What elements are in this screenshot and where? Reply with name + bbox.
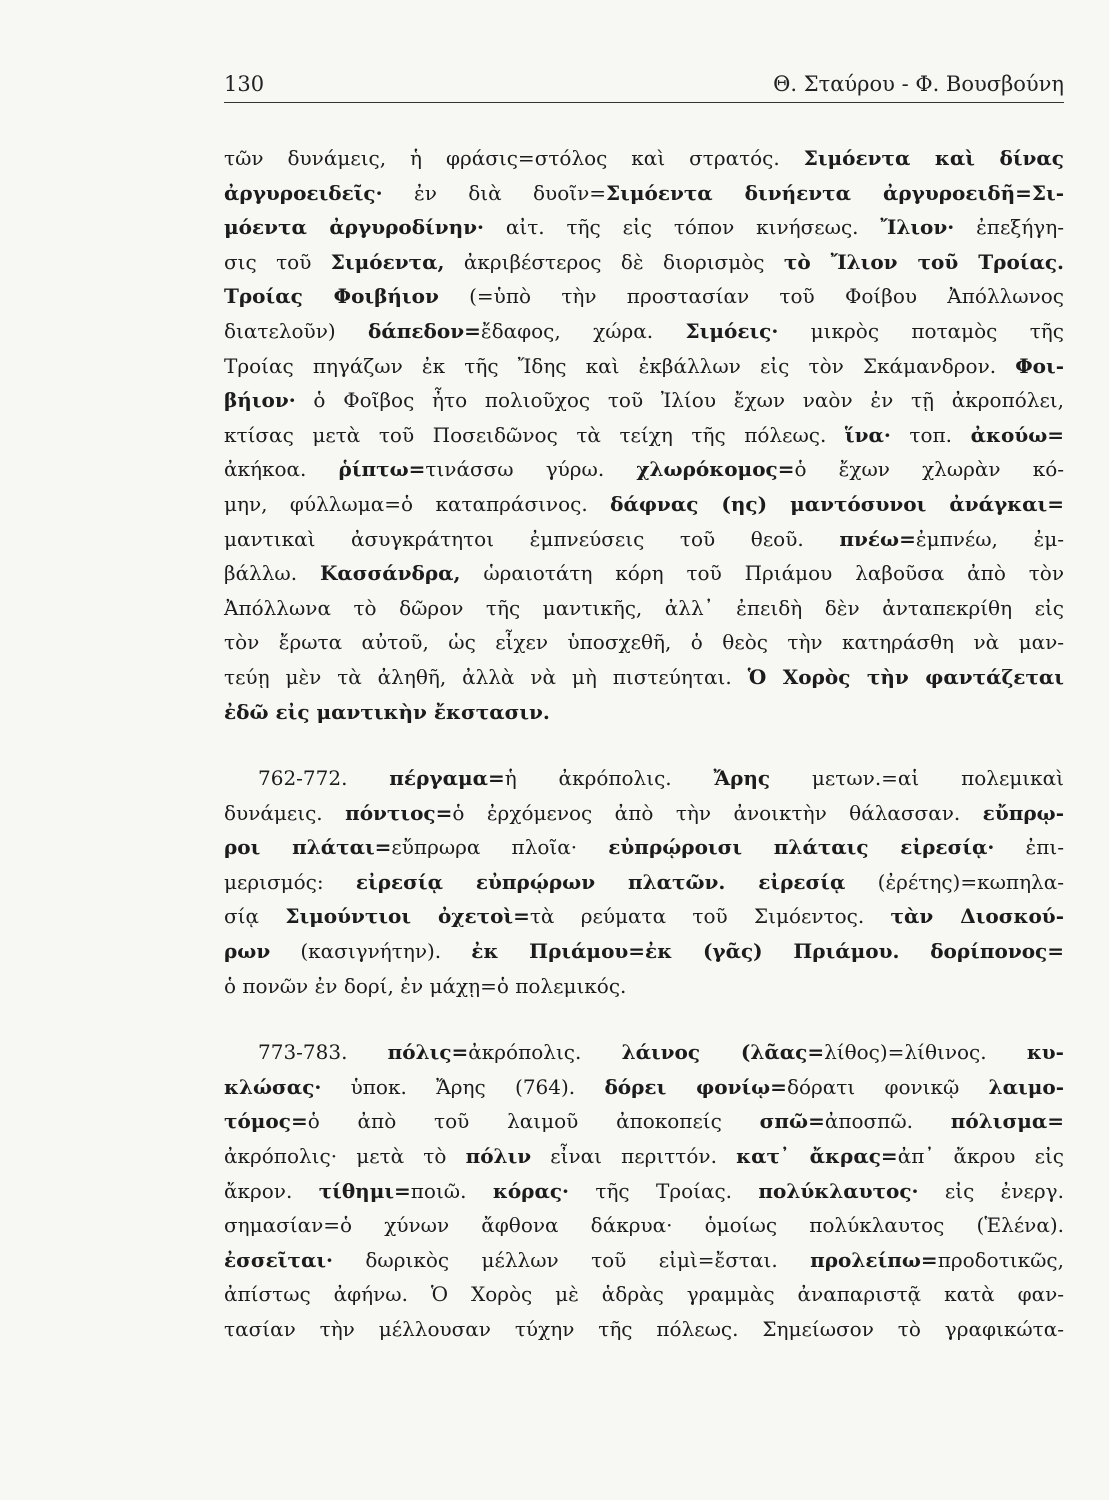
text-run: τὸν ἔρωτα αὐτοῦ, ὡς εἶχεν ὑποσχεθῆ, ὁ θεὸς τὴν κατηράσθη νὰ μαν- [224,630,1064,655]
bold-term: ἀργυροειδεῖς· [224,180,383,205]
text-run: μην, φύλλωμα=ὁ καταπράσινος. [224,491,611,516]
bold-term: μόεντα ἀργυροδίνην· [224,215,485,240]
text-run: ὁ ἀπὸ τοῦ λαιμοῦ ἀποκοπείς [307,1109,760,1134]
bold-term: δόρει φονίῳ= [604,1074,787,1099]
bold-term: Ὁ Χορὸς τὴν φαντάζεται [747,664,1064,689]
text-run: τασίαν τὴν μέλλουσαν τύχην τῆς πόλεως. Σημείωσον τὸ γραφικώτα- [224,1317,1064,1341]
bold-term: Τροίας Φοιβήιον [224,284,439,309]
bold-term: ροι πλάται= [224,835,392,860]
bold-term: πέργαμα= [389,766,505,791]
text-run: εὔπρωρα πλοῖα· [391,835,609,860]
bold-term: πόλιν [465,1144,532,1169]
text-run: αἰτ. τῆς εἰς τόπον κινήσεως. [484,215,881,240]
text-line [224,210,1064,245]
bold-term: Σιμούντιοι ὀχετοὶ= [285,904,530,929]
text-line [224,660,1064,695]
text-run: σημασίαν=ὁ χύνων ἄφθονα δάκρυα· ὁμοίως πολύκλαυτος (Ἑλένα). [224,1213,1064,1238]
text-run: 762-772. [258,766,390,791]
bold-term: λαιμο- [988,1074,1064,1099]
bold-term: τὸ Ἴλιον τοῦ Τροίας. [783,249,1064,274]
text-body [224,141,1064,1347]
running-title: Θ. Σταύρου - Φ. Βουσβούνη [773,72,1064,96]
text-run: ἀπ᾽ ἄκρου εἰς [897,1144,1065,1169]
text-run: ὑποκ. Ἄρης (764). [321,1074,605,1099]
text-run: Τροίας πηγάζων ἐκ τῆς Ἴδης καὶ ἐκβάλλων εἰς τὸν Σκάμανδρον. [224,353,1016,378]
bold-term: δάπεδον= [368,318,481,343]
text-line [224,176,1064,211]
bold-term: εὔπρῳ- [982,800,1064,825]
text-run: μερισμός: [224,869,356,894]
bold-term: ἀκούω= [970,422,1065,447]
bold-term: ἵνα· [844,422,891,447]
bold-term: Κασσάνδρα, [319,561,461,586]
text-line [224,899,1064,934]
text-run: μαντικαὶ ἀσυγκράτητοι ἐμπνεύσεις τοῦ θεοῦ. [224,526,840,551]
text-run: ἀκριβέστερος δὲ διορισμὸς [444,249,784,274]
text-line [224,1035,1064,1070]
text-line [224,349,1064,384]
text-run: δωρικὸς μέλλων τοῦ εἰμὶ=ἔσται. [332,1247,811,1272]
bold-term: βήιον· [224,388,296,413]
text-line [224,1312,1064,1347]
bold-term: τίθημι= [318,1178,411,1203]
text-run: ὁ ἐρχόμενος ἀπὸ τὴν ἀνοικτὴν θάλασσαν. [452,800,983,825]
text-run: ἡ ἀκρόπολις. [504,766,714,791]
text-run: ὡραιοτάτη κόρη τοῦ Πριάμου λαβοῦσα ἀπὸ τὸν [460,561,1065,586]
text-run: μετων.=αἱ πολεμικαὶ [770,766,1065,791]
text-line [224,452,1064,487]
text-run: (ἐρέτης)=κωπηλα- [845,869,1064,894]
bold-term: Σιμόεντα δινήεντα ἀργυροειδῆ=Σι- [606,180,1064,205]
text-run: 773-783. [258,1040,388,1065]
text-line [224,796,1064,831]
text-run: ὁ Φοῖβος ἦτο πολιοῦχος τοῦ Ἰλίου ἔχων ναὸν ἐν τῇ ἀκροπόλει, [295,388,1064,413]
text-line [224,969,1064,1004]
text-line [224,314,1064,349]
text-run: μικρὸς ποταμὸς τῆς [778,318,1064,343]
text-line [224,245,1064,280]
bold-term: χλωρόκομος= [636,457,795,482]
text-run: (=ὑπὸ τὴν προστασίαν τοῦ Φοίβου Ἀπόλλωνος [438,284,1064,309]
bold-term: λάινος (λᾶας= [621,1040,825,1065]
text-line [224,141,1064,176]
text-run: ἐπεξήγη- [954,215,1064,240]
text-run: ἀποσπῶ. [824,1109,951,1134]
text-run: ἀπίστως ἀφήνω. Ὁ Χορὸς μὲ ἁδρὰς γραμμὰς ἀναπαριστᾷ κατὰ φαν- [224,1282,1064,1307]
text-run: Ἀπόλλωνα τὸ δῶρον τῆς μαντικῆς, ἀλλ᾽ ἐπειδὴ δὲν ἀνταπεκρίθη εἰς [224,595,1064,620]
text-line [224,1070,1064,1105]
text-run: λίθος)=λίθινος. [824,1040,1027,1065]
text-run: τὰ ρεύματα τοῦ Σιμόεντος. [529,904,891,929]
text-run: βάλλω. [224,561,320,586]
paragraph [224,1035,1064,1346]
text-run: ποιῶ. [410,1178,493,1203]
bold-term: κλώσας· [224,1074,322,1099]
bold-term: πόλισμα= [950,1109,1064,1134]
bold-term: εἰρεσίᾳ εὐπρῴρων πλατῶν. εἰρεσίᾳ [355,869,846,894]
text-run: ἐμπνέω, ἐμ- [915,526,1065,551]
text-line [224,383,1064,418]
bold-term: εὐπρῴροισι πλάταις εἰρεσίᾳ· [608,835,995,860]
text-run: ἔδαφος, χώρα. [480,318,686,343]
text-line [224,934,1064,969]
bold-term: κόρας· [492,1178,570,1203]
bold-term: πολύκλαυτος· [758,1178,919,1203]
text-run: διατελοῦν) [224,318,369,343]
bold-term: ἐκ Πριάμου=ἐκ (γᾶς) Πριάμου. δορίπονος= [471,939,1064,964]
text-run: ἀκήκοα. [224,457,339,482]
bold-term: ῥίπτω= [338,457,426,482]
text-run: σίᾳ [224,904,286,929]
bold-term: Σιμόεντα καὶ δίνας [803,146,1064,170]
text-run: εἶναι περιττόν. [531,1144,737,1169]
text-line [224,625,1064,660]
bold-term: τὰν Διοσκού- [890,904,1064,929]
bold-term: Σιμόεις· [685,318,779,343]
bold-term: πνέω= [839,526,916,551]
text-line [224,1277,1064,1312]
text-line [224,830,1064,865]
text-line [224,761,1064,796]
text-run: δόρατι φονικῷ [786,1074,989,1099]
bold-term: κυ- [1026,1040,1064,1065]
paragraph [224,141,1064,729]
bold-term: δάφνας (ης) μαντόσυνοι ἀνάγκαι= [610,491,1064,516]
bold-term: κατ᾽ ἄκρας= [736,1144,898,1169]
text-line [224,1104,1064,1139]
bold-term: πόλις= [387,1040,469,1065]
text-line [224,522,1064,557]
text-run: (κασιγνήτην). [270,939,472,964]
text-run: ἀκρόπολις. [468,1040,622,1065]
bold-term: σπῶ= [759,1109,825,1134]
bold-term: ἐσσεῖται· [224,1247,333,1272]
text-run: σις τοῦ [224,249,331,274]
text-line [224,695,1064,730]
bold-term: ἐδῶ εἰς μαντικὴν ἔκστασιν. [224,699,550,724]
running-header [224,70,1064,103]
bold-term: Φοι- [1015,353,1064,378]
text-line [224,865,1064,900]
bold-term: πόντιος= [345,800,453,825]
text-run: ἀκρόπολις· μετὰ τὸ [224,1144,466,1169]
text-line [224,1243,1064,1278]
text-line [224,556,1064,591]
text-run: ἄκρον. [224,1178,319,1203]
text-line [224,418,1064,453]
page-number: 130 [224,72,265,96]
text-run: εἰς ἐνεργ. [918,1178,1064,1203]
bold-term: προλείπω= [810,1247,938,1272]
bold-term: τόμος= [224,1109,308,1134]
text-line [224,487,1064,522]
text-run: ὁ ἔχων χλωρὰν κό- [794,457,1065,482]
bold-term: Ἄρης [713,766,771,791]
text-run: δυνάμεις. [224,800,346,825]
text-line [224,1174,1064,1209]
text-run: τῶν δυνάμεις, ἡ φράσις=στόλος καὶ στρατός. [224,146,804,170]
text-line [224,1208,1064,1243]
text-run: προδοτικῶς, [937,1247,1064,1272]
paragraph [224,761,1064,1003]
text-run: τεύῃ μὲν τὰ ἀληθῆ, ἀλλὰ νὰ μὴ πιστεύηται. [224,664,748,689]
text-run: τῆς Τροίας. [569,1178,759,1203]
text-line [224,1139,1064,1174]
bold-term: ρων [224,939,271,964]
text-run: τινάσσω γύρω. [425,457,637,482]
text-line [224,591,1064,626]
text-run: τοπ. [890,422,971,447]
text-run: ἐπι- [994,835,1064,860]
text-run: ὁ πονῶν ἐν δορί, ἐν μάχῃ=ὁ πολεμικός. [224,973,627,998]
text-run: ἐν διὰ δυοῖν= [382,180,607,205]
bold-term: Σιμόεντα, [330,249,445,274]
text-run: κτίσας μετὰ τοῦ Ποσειδῶνος τὰ τείχη τῆς πόλεως. [224,422,845,447]
bold-term: Ἴλιον· [880,215,955,240]
text-line [224,279,1064,314]
